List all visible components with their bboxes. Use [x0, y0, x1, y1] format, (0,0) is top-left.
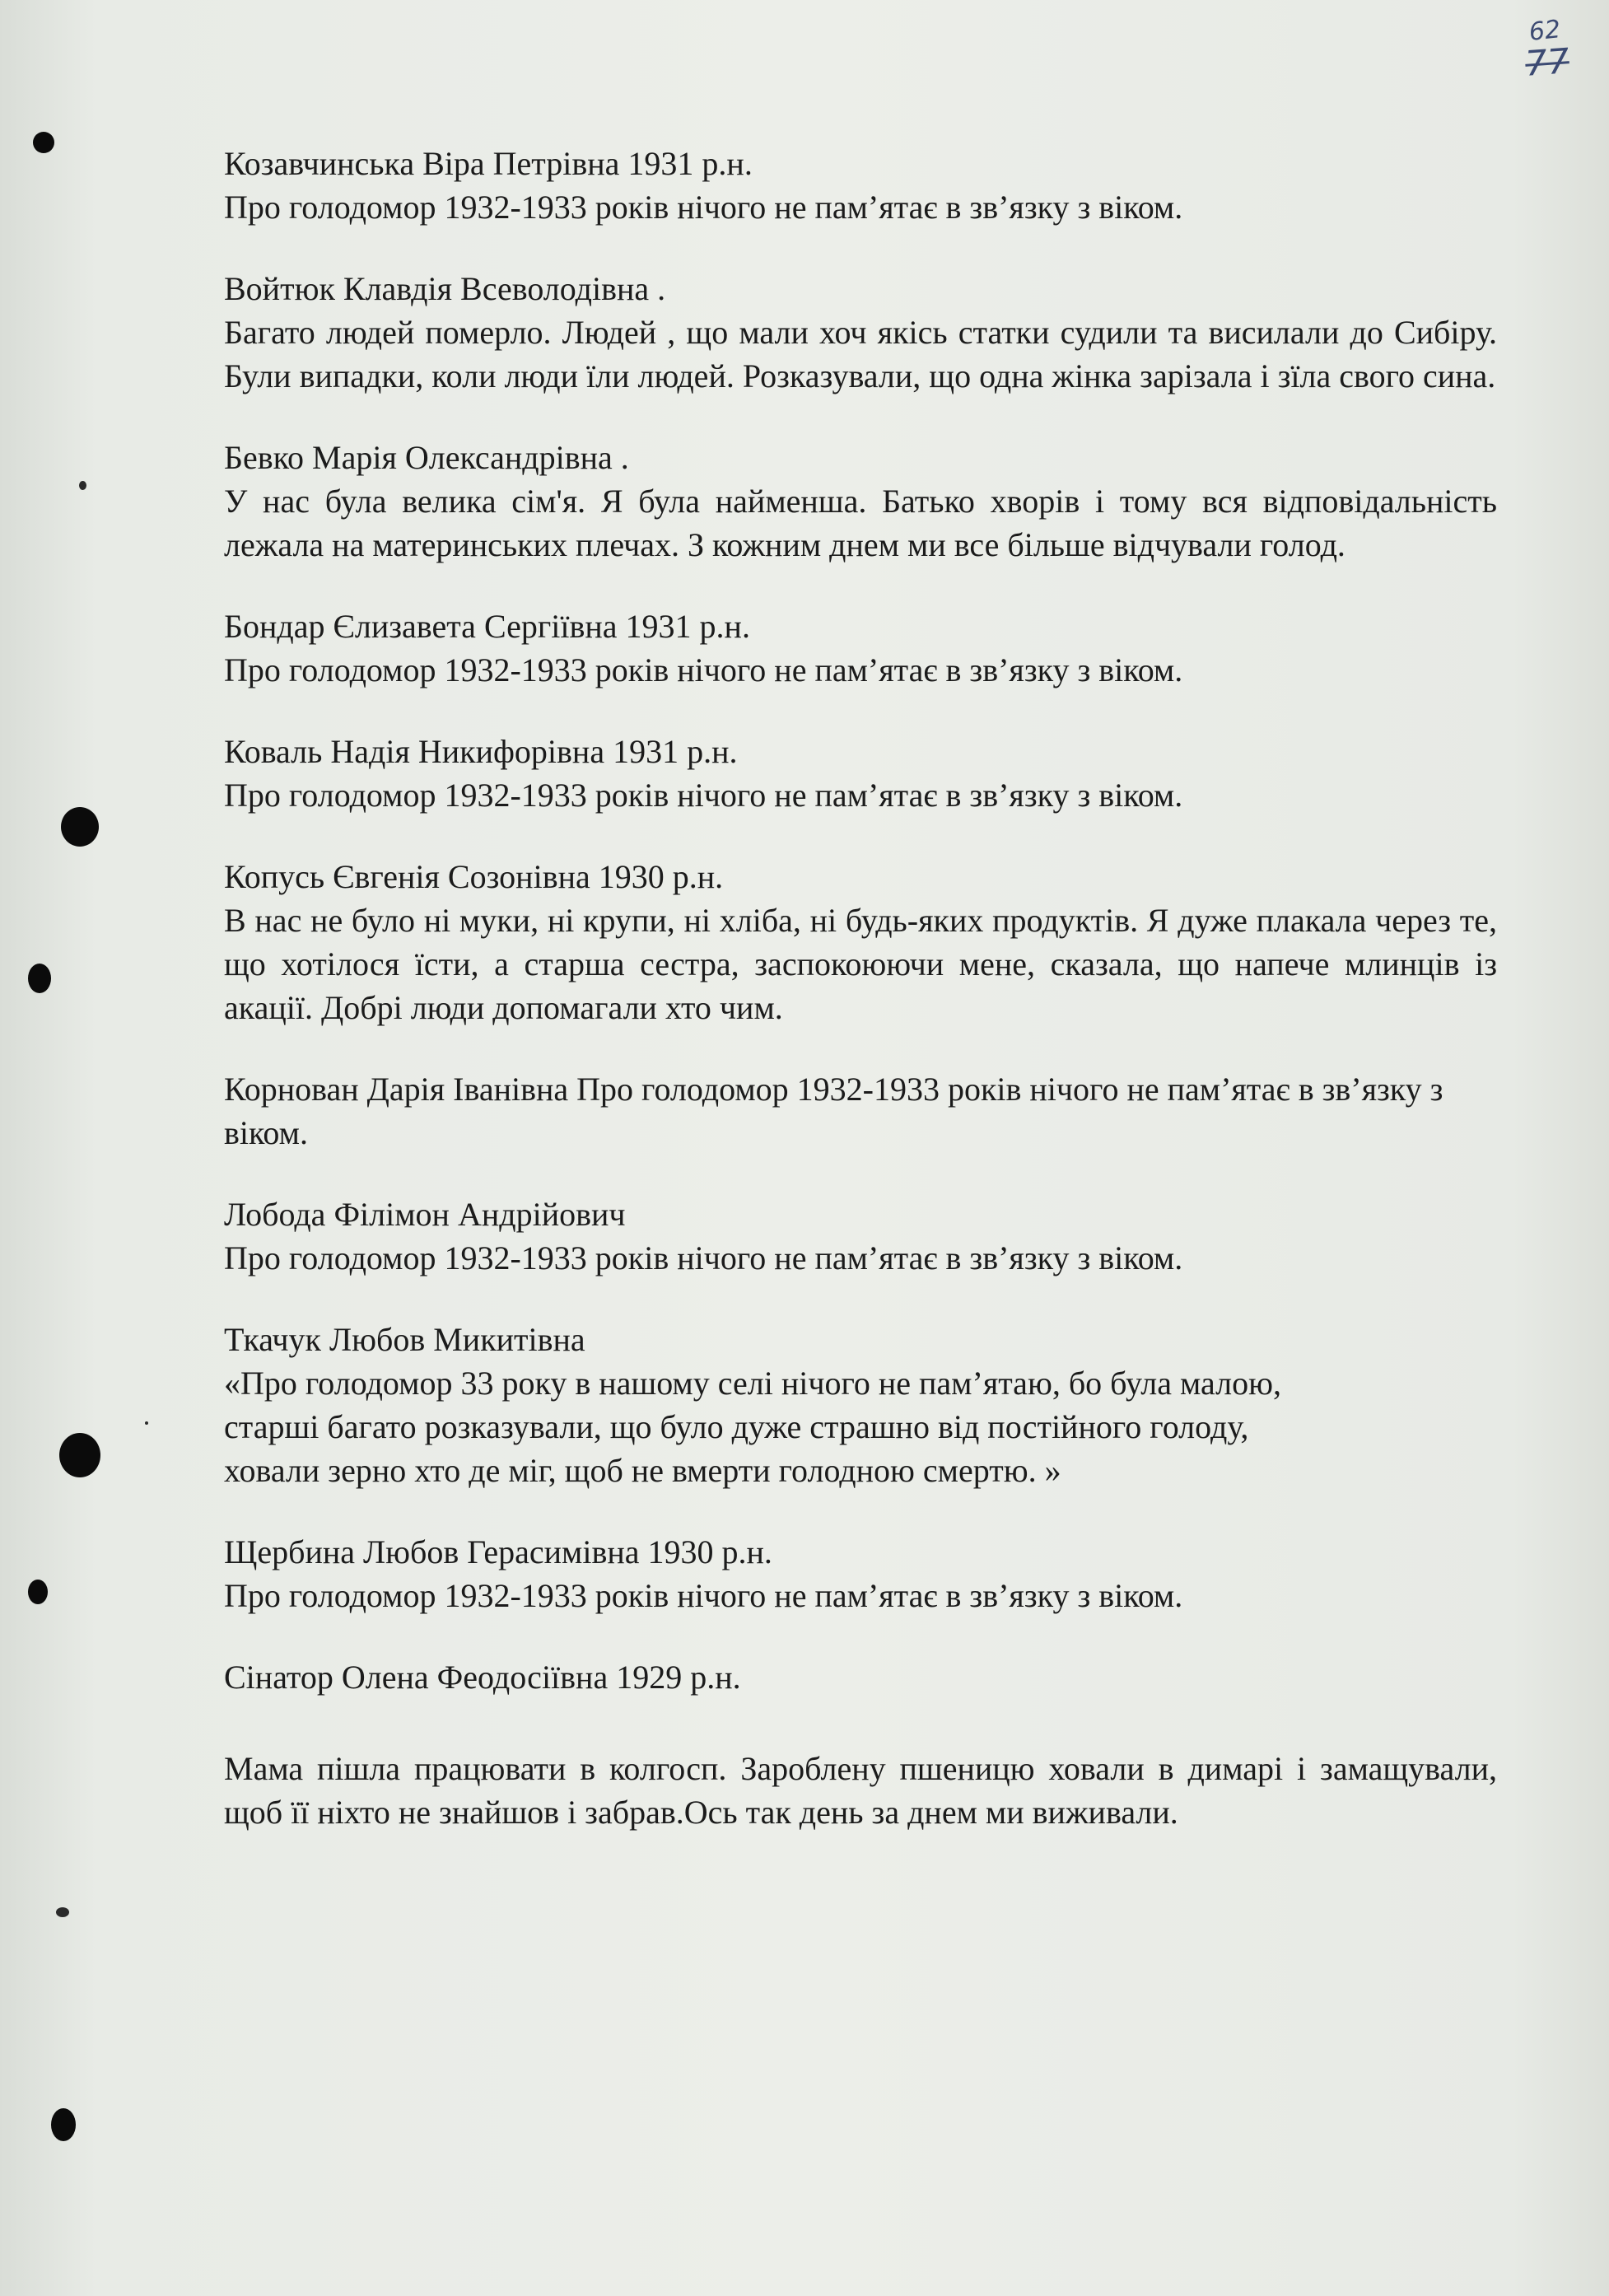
testimony-text: Про голодомор 1932-1933 років нічого не пам’ятає в зв’язку з віком. [224, 189, 1183, 226]
paper-speck [79, 481, 86, 490]
page-number [1512, 15, 1578, 84]
testimony-entry [224, 1067, 1497, 1155]
witness-name: Лобода Філімон Андрійович [224, 1196, 626, 1233]
punch-hole [59, 1433, 100, 1477]
testimony-entry [224, 142, 1497, 229]
testimony-text: Корнован Дарія Іванівна Про голодомор 1932-1933 років нічого не пам’ятає в зв’язку з віком. [224, 1071, 1443, 1151]
testimony-text: Про голодомор 1932-1933 років нічого не пам’ятає в зв’язку з віком. [224, 1577, 1183, 1614]
testimony-entry [224, 1530, 1497, 1617]
witness-name: Щербина Любов Герасимівна 1930 р.н. [224, 1533, 772, 1570]
testimony-text: Про голодомор 1932-1933 років нічого не пам’ятає в зв’язку з віком. [224, 651, 1183, 688]
testimony-entry [224, 1747, 1497, 1834]
punch-hole [33, 132, 54, 153]
testimony-text: Мама пішла працювати в колгосп. Зароблену пшеницю ховали в димарі і замащували, щоб її ніхто не знайшов і забрав.Ось так день за днем ми виживали. [224, 1750, 1497, 1831]
testimony-entry [224, 855, 1497, 1029]
paper-speck [145, 1421, 148, 1425]
witness-name: Коваль Надія Никифорівна 1931 р.н. [224, 733, 738, 770]
witness-name: Сінатор Олена Феодосіївна 1929 р.н. [224, 1659, 741, 1696]
punch-hole [28, 1580, 48, 1604]
witness-name: Бевко Марія Олександрівна . [224, 439, 629, 476]
testimony-entry [224, 604, 1497, 692]
testimony-entry [224, 730, 1497, 817]
testimony-text: «Про голодомор 33 року в нашому селі нічого не пам’ятаю, бо була малою, старші багато розказували, що було дуже страшно від постійного голоду, ховали зерно хто де міг, щоб не вмерти голодною смертю. » [224, 1365, 1281, 1489]
punch-hole [51, 2108, 76, 2141]
testimony-list [224, 142, 1497, 1872]
testimony-entry [224, 1318, 1497, 1492]
testimony-text: У нас була велика сім'я. Я була найменша. Батько хворів і тому вся відповідальність лежала на материнських плечах. З кожним днем ми все більше відчували голод. [224, 483, 1497, 563]
witness-name: Бондар Єлизавета Сергіївна 1931 р.н. [224, 608, 750, 645]
testimony-text: В нас не було ні муки, ні крупи, ні хліба, ні будь-яких продуктів. Я дуже плакала через те, що хотілося їсти, а старша сестра, заспокоюючи мене, сказала, що напече млинців із акації. Добрі люди допомагали хто чим. [224, 902, 1497, 1026]
testimony-text: Багато людей померло. Людей , що мали хоч якісь статки судили та висилали до Сибіру. Були випадки, коли люди їли людей. Розказували, що одна жінка зарізала і зїла свого сина. [224, 314, 1497, 394]
punch-hole [28, 964, 51, 993]
testimony-entry [224, 1192, 1497, 1280]
punch-hole [61, 807, 99, 847]
testimony-entry [224, 1655, 1497, 1699]
page-number-new: 77 [1523, 40, 1571, 84]
testimony-entry [224, 436, 1497, 567]
testimony-text: Про голодомор 1932-1933 років нічого не пам’ятає в зв’язку з віком. [224, 777, 1183, 814]
paper-speck [56, 1907, 69, 1917]
witness-name: Копусь Євгенія Созонівна 1930 р.н. [224, 858, 724, 895]
witness-name: Ткачук Любов Микитівна [224, 1321, 585, 1358]
testimony-entry [224, 267, 1497, 398]
witness-name: Козавчинська Віра Петрівна 1931 р.н. [224, 145, 753, 182]
page-number-old: 62 [1527, 15, 1562, 47]
witness-name: Войтюк Клавдія Всеволодівна . [224, 270, 666, 307]
testimony-text: Про голодомор 1932-1933 років нічого не пам’ятає в зв’язку з віком. [224, 1239, 1183, 1276]
